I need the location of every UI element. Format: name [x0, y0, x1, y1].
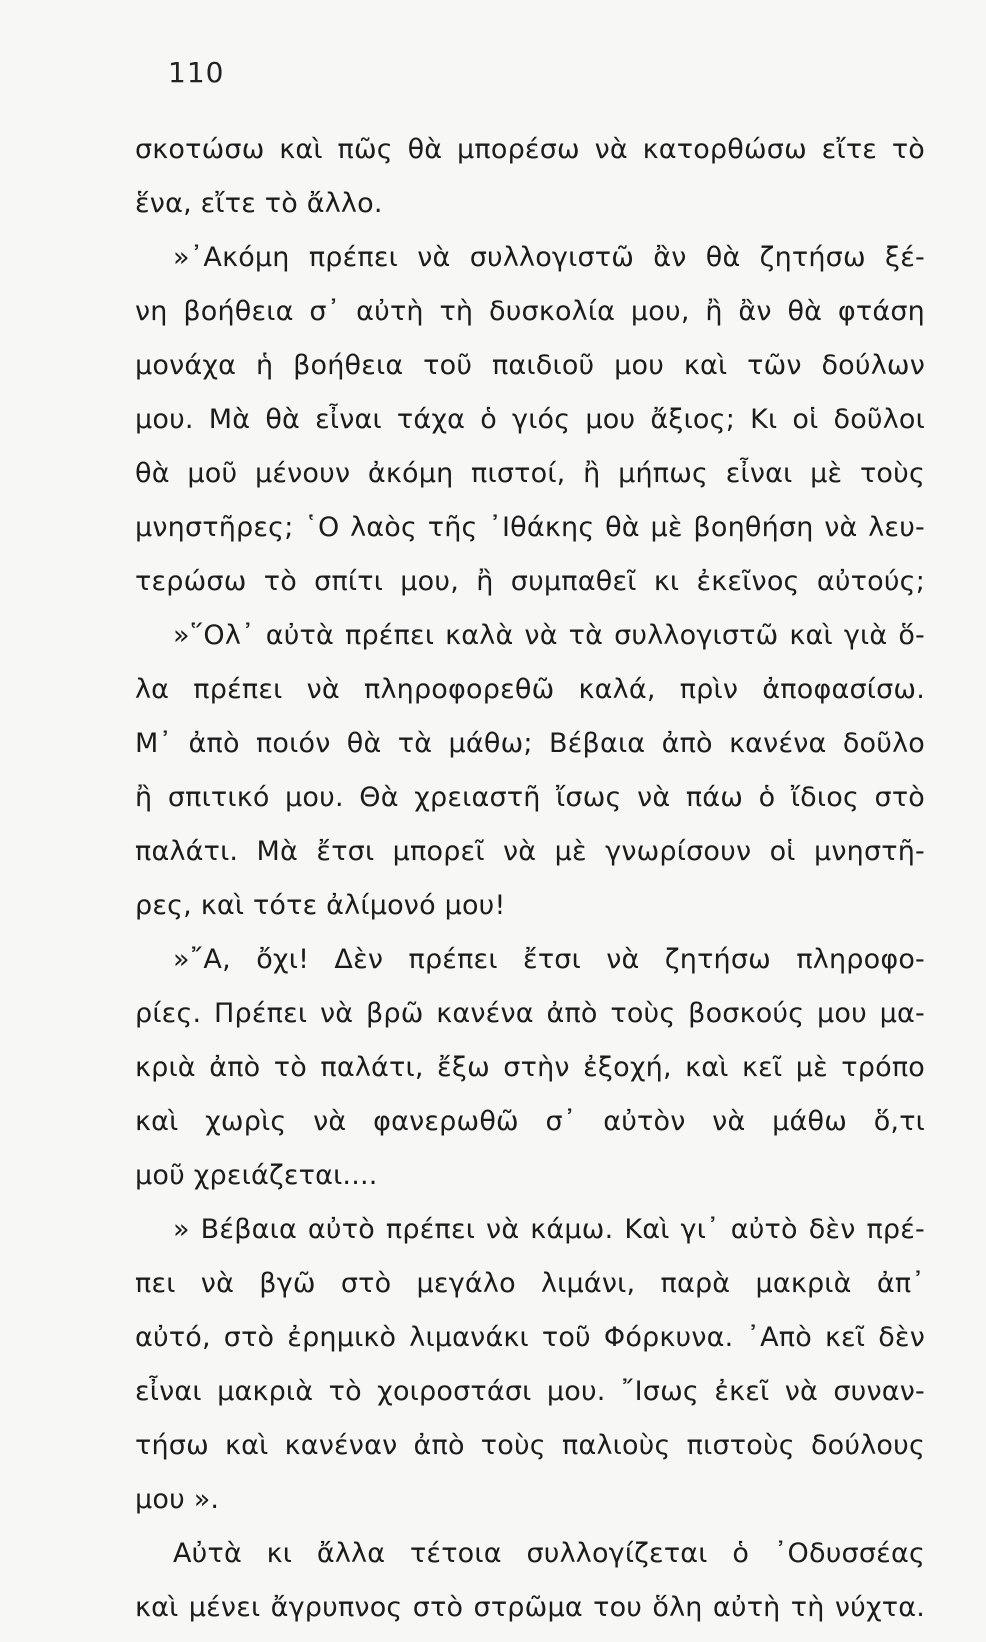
- page-number: 110: [168, 56, 225, 89]
- text-line: » Βέβαια αὐτὸ πρέπει νὰ κάμω. Καὶ γι᾿ αὐτὸ δὲν πρέ-: [173, 1214, 925, 1245]
- text-line: σκοτώσω καὶ πῶς θὰ μπορέσω νὰ κατορθώσω εἴτε τὸ: [135, 134, 925, 165]
- text-line: ἕνα, εἴτε τὸ ἄλλο.: [135, 188, 383, 219]
- text-line: Αὐτὰ κι ἄλλα τέτοια συλλογίζεται ὁ ᾿Οδυσσέας: [173, 1538, 925, 1569]
- text-line: λα πρέπει νὰ πληροφορεθῶ καλά, πρὶν ἀποφασίσω.: [135, 674, 925, 705]
- text-line: τήσω καὶ κανέναν ἀπὸ τοὺς παλιοὺς πιστοὺς δούλους: [135, 1430, 925, 1461]
- text-line: νη βοήθεια σ᾿ αὐτὴ τὴ δυσκολία μου, ἢ ἂν θὰ φτάση: [135, 296, 925, 327]
- text-line: μου. Μὰ θὰ εἶναι τάχα ὁ γιός μου ἄξιος; Κι οἱ δοῦλοι: [135, 404, 925, 435]
- text-line: ρίες. Πρέπει νὰ βρῶ κανένα ἀπὸ τοὺς βοσκούς μου μα-: [135, 998, 925, 1029]
- text-line: θὰ μοῦ μένουν ἀκόμη πιστοί, ἢ μήπως εἶναι μὲ τοὺς: [135, 458, 925, 489]
- text-line: »῞Ολ᾿ αὐτὰ πρέπει καλὰ νὰ τὰ συλλογιστῶ καὶ γιὰ ὅ-: [173, 620, 925, 651]
- text-line: παλάτι. Μὰ ἔτσι μπορεῖ νὰ μὲ γνωρίσουν οἱ μνηστῆ-: [135, 836, 925, 867]
- text-line: πει νὰ βγῶ στὸ μεγάλο λιμάνι, παρὰ μακριὰ ἀπ᾿: [135, 1268, 925, 1299]
- text-line: καὶ μένει ἄγρυπνος στὸ στρῶμα του ὅλη αὐτὴ τὴ νύχτα.: [135, 1592, 925, 1623]
- text-line: καὶ χωρὶς νὰ φανερωθῶ σ᾿ αὐτὸν νὰ μάθω ὅ,τι: [135, 1106, 925, 1137]
- text-line: αὐτό, στὸ ἐρημικὸ λιμανάκι τοῦ Φόρκυνα. ᾿Απὸ κεῖ δὲν: [135, 1322, 925, 1353]
- text-line: εἶναι μακριὰ τὸ χοιροστάσι μου. ῎Ισως ἐκεῖ νὰ συναν-: [135, 1376, 925, 1407]
- text-line: μου ».: [135, 1484, 220, 1515]
- text-line: τερώσω τὸ σπίτι μου, ἢ συμπαθεῖ κι ἐκεῖνος αὐτούς;: [135, 566, 925, 597]
- text-line: μοῦ χρειάζεται....: [135, 1160, 378, 1191]
- text-line: μνηστῆρες; ῾Ο λαὸς τῆς ᾿Ιθάκης θὰ μὲ βοηθήση νὰ λευ-: [135, 512, 925, 543]
- text-line: ἢ σπιτικό μου. Θὰ χρειαστῆ ἴσως νὰ πάω ὁ ἴδιος στὸ: [135, 782, 925, 813]
- text-line: Μ᾿ ἀπὸ ποιόν θὰ τὰ μάθω; Βέβαια ἀπὸ κανένα δοῦλο: [135, 728, 925, 759]
- body-text: [135, 130, 925, 1642]
- text-line: »᾿Ακόμη πρέπει νὰ συλλογιστῶ ἂν θὰ ζητήσω ξέ-: [173, 242, 925, 273]
- text-line: ρες, καὶ τότε ἀλίμονό μου!: [135, 890, 506, 921]
- text-line: μονάχα ἡ βοήθεια τοῦ παιδιοῦ μου καὶ τῶν δούλων: [135, 350, 925, 381]
- text-line: κριὰ ἀπὸ τὸ παλάτι, ἔξω στὴν ἐξοχή, καὶ κεῖ μὲ τρόπο: [135, 1052, 925, 1083]
- text-line: »῎Α, ὄχι! Δὲν πρέπει ἔτσι νὰ ζητήσω πληροφο-: [173, 944, 925, 975]
